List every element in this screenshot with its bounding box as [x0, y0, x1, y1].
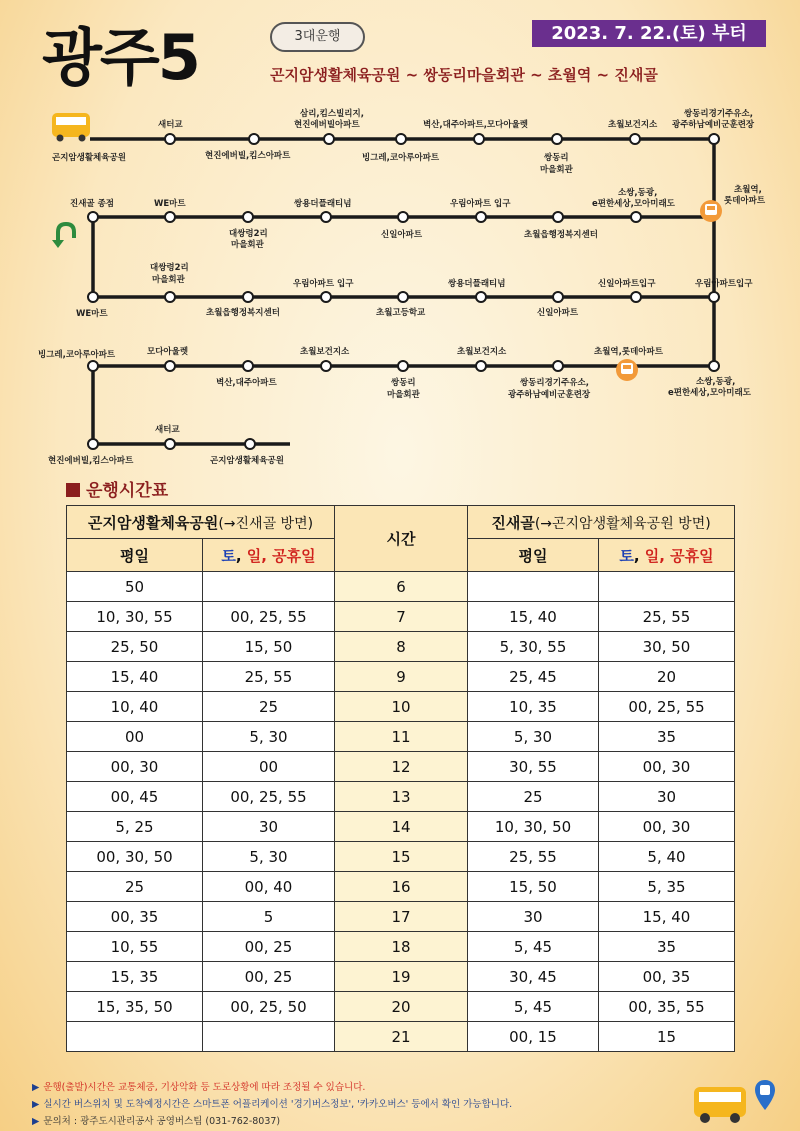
stop-label: 광주하남예비군훈련장: [508, 390, 591, 400]
stop-label: 마을회관: [152, 275, 185, 285]
hour-cell: 11: [335, 722, 468, 752]
stop-label: 초월역,: [734, 185, 762, 195]
stop-label: 광주하남예비군훈련장: [672, 120, 755, 130]
left-weekday-times: 10, 30, 55: [67, 602, 203, 632]
right-weekend-times: 30, 50: [599, 632, 735, 662]
table-row: [67, 812, 735, 842]
bus-stop-icon: [754, 1079, 776, 1111]
stop-label: 새터교: [158, 120, 183, 130]
right-weekend-times: 5, 35: [599, 872, 735, 902]
left-weekday-times: 00, 35: [67, 902, 203, 932]
stop-label: 마을회관: [387, 390, 420, 400]
left-weekday-times: 15, 40: [67, 662, 203, 692]
hour-cell: 21: [335, 1022, 468, 1052]
right-weekday-times: 00, 15: [468, 1022, 599, 1052]
right-weekday-times: 30, 45: [468, 962, 599, 992]
hour-cell: 16: [335, 872, 468, 902]
left-direction-header: 곤지암생활체육공원(→진새골 방면): [67, 506, 335, 539]
stop-label: 현진에버빌,킴스아파트: [205, 151, 291, 161]
stop-label: WE마트: [154, 199, 186, 209]
left-weekend-times: [203, 1022, 335, 1052]
right-weekday-times: 30, 55: [468, 752, 599, 782]
stop-label: 빙그레,코아루아파트: [38, 350, 116, 360]
right-direction-header: 진새골(→곤지암생활체육공원 방면): [468, 506, 735, 539]
left-weekend-times: 25: [203, 692, 335, 722]
hour-cell: 13: [335, 782, 468, 812]
right-weekday-times: 15, 50: [468, 872, 599, 902]
stop-label: 현진에버빌,킴스아파트: [48, 456, 134, 466]
stop-label: 대쌍령2리: [150, 263, 189, 273]
left-weekday-times: 10, 40: [67, 692, 203, 722]
left-weekend-times: 00, 25, 55: [203, 602, 335, 632]
hour-cell: 9: [335, 662, 468, 692]
left-weekday-times: [67, 1022, 203, 1052]
right-weekend-times: 00, 35, 55: [599, 992, 735, 1022]
right-weekend-times: 00, 35: [599, 962, 735, 992]
stop-label: 초월보건지소: [457, 347, 507, 357]
table-row: [67, 962, 735, 992]
hour-header: 시간: [335, 506, 468, 572]
stop-label: e편한세상,모아미래도: [592, 199, 675, 209]
left-weekday-times: 00, 30: [67, 752, 203, 782]
stop-label: 초월역,롯데아파트: [594, 347, 663, 357]
right-weekend-times: 00, 30: [599, 752, 735, 782]
stop-label: 마을회관: [231, 240, 264, 250]
weekend-header: 토, 일, 공휴일: [203, 539, 335, 572]
stop-label: 빙그레,코아루아파트: [362, 153, 440, 163]
right-weekday-times: 30: [468, 902, 599, 932]
stop-label: 초월읍행정복지센터: [524, 230, 598, 240]
right-weekday-times: 10, 30, 50: [468, 812, 599, 842]
right-weekend-times: 00, 25, 55: [599, 692, 735, 722]
right-weekday-times: 5, 45: [468, 932, 599, 962]
right-weekend-times: [599, 572, 735, 602]
stop-label: 마을회관: [540, 165, 573, 175]
left-weekend-times: 5, 30: [203, 722, 335, 752]
stop-label: 초월읍행정복지센터: [206, 308, 280, 318]
table-row: [67, 782, 735, 812]
hour-cell: 15: [335, 842, 468, 872]
stop-label: 소쌍,동광,: [696, 377, 736, 387]
stop-label: 롯데아파트: [724, 196, 766, 206]
effective-date: 2023. 7. 22.(토) 부터: [532, 20, 766, 47]
left-weekend-times: 30: [203, 812, 335, 842]
stop-label: 쌍용더플래티넘: [294, 199, 352, 209]
weekday-header: 평일: [67, 539, 203, 572]
route-summary: 곤지암생활체육공원 ~ 쌍동리마을회관 ~ 초월역 ~ 진새골: [270, 66, 658, 84]
right-weekday-times: 25: [468, 782, 599, 812]
left-weekday-times: 25: [67, 872, 203, 902]
right-weekday-times: 5, 30, 55: [468, 632, 599, 662]
table-row: [67, 842, 735, 872]
note-item: ▶ 운행(출발)시간은 교통체증, 기상악화 등 도로상황에 따라 조정될 수 있습니다.: [32, 1082, 366, 1093]
stop-label: 신일아파트: [381, 230, 423, 240]
weekday-header: 평일: [468, 539, 599, 572]
stop-label: 신일아파트: [537, 308, 579, 318]
right-weekday-times: 15, 40: [468, 602, 599, 632]
hour-cell: 10: [335, 692, 468, 722]
left-weekday-times: 00, 45: [67, 782, 203, 812]
service-badge: 3대운행: [270, 22, 365, 52]
left-weekday-times: 15, 35, 50: [67, 992, 203, 1022]
left-weekend-times: 5: [203, 902, 335, 932]
stop-label: 쌍용더플래티넘: [448, 279, 506, 289]
left-weekday-times: 00: [67, 722, 203, 752]
notes: [32, 1079, 512, 1130]
table-row: [67, 932, 735, 962]
left-weekend-times: 00, 25, 50: [203, 992, 335, 1022]
right-weekday-times: 5, 30: [468, 722, 599, 752]
left-weekend-times: 00, 25: [203, 932, 335, 962]
stop-label: 현진에버빌아파트: [294, 120, 360, 130]
section-title: 운행시간표: [66, 476, 168, 501]
stop-label: 쌍동리: [391, 378, 416, 388]
stop-label: 진새골 종점: [70, 199, 115, 209]
note-item: ▶ 문의처 : 광주도시관리공사 공영버스팀 (031-762-8037): [32, 1116, 281, 1127]
stop-label: 쌍동리: [544, 153, 569, 163]
table-row: [67, 722, 735, 752]
left-weekend-times: 00, 25: [203, 962, 335, 992]
hour-cell: 6: [335, 572, 468, 602]
bus-icon: [52, 113, 90, 142]
left-weekend-times: 00: [203, 752, 335, 782]
stop-label: 우림아파트입구: [695, 279, 753, 289]
stop-label: 초월보건지소: [300, 347, 350, 357]
stop-label: 대쌍령2리: [229, 229, 268, 239]
stop-label: 모다아울렛: [147, 347, 189, 357]
left-weekday-times: 15, 35: [67, 962, 203, 992]
left-weekend-times: 25, 55: [203, 662, 335, 692]
stop-label: 삼리,킴스빌리지,: [300, 109, 364, 119]
timetable: [66, 505, 735, 1052]
hour-cell: 14: [335, 812, 468, 842]
u-turn-icon: [52, 224, 74, 248]
train-icon: [616, 359, 638, 381]
left-weekend-times: [203, 572, 335, 602]
left-weekday-times: 10, 55: [67, 932, 203, 962]
left-weekend-times: 00, 40: [203, 872, 335, 902]
table-row: [67, 902, 735, 932]
train-icon: [700, 200, 722, 222]
stop-label: 벽산,대주아파트,모다아울렛: [423, 120, 528, 130]
right-weekend-times: 35: [599, 722, 735, 752]
right-weekend-times: 15: [599, 1022, 735, 1052]
stop-label: WE마트: [76, 309, 108, 319]
table-row: [67, 692, 735, 722]
table-row: [67, 572, 735, 602]
stop-label: 초월고등학교: [376, 308, 426, 318]
stop-label: 곤지암생활체육공원: [52, 153, 126, 163]
left-weekend-times: 00, 25, 55: [203, 782, 335, 812]
stop-markers: [88, 134, 719, 449]
right-weekend-times: 5, 40: [599, 842, 735, 872]
right-weekday-times: [468, 572, 599, 602]
stop-label: 벽산,대주아파트: [216, 378, 277, 388]
stop-label: 초월보건지소: [608, 120, 658, 130]
table-row: [67, 632, 735, 662]
left-weekday-times: 5, 25: [67, 812, 203, 842]
table-row: [67, 662, 735, 692]
right-weekday-times: 10, 35: [468, 692, 599, 722]
right-weekend-times: 15, 40: [599, 902, 735, 932]
right-weekend-times: 30: [599, 782, 735, 812]
stop-label: 소쌍,동광,: [618, 188, 658, 198]
route-number: 광주5: [42, 21, 199, 94]
hour-cell: 18: [335, 932, 468, 962]
left-weekday-times: 00, 30, 50: [67, 842, 203, 872]
note-item: ▶ 실시간 버스위치 및 도착예정시간은 스마트폰 어플리케이션 '경기버스정보', '카카오버스' 등에서 확인 가능합니다.: [32, 1099, 513, 1110]
stop-label: 곤지암생활체육공원: [210, 456, 284, 466]
stop-label: 우림아파트 입구: [450, 199, 511, 209]
table-row: [67, 872, 735, 902]
hour-cell: 20: [335, 992, 468, 1022]
right-weekend-times: 00, 30: [599, 812, 735, 842]
hour-cell: 8: [335, 632, 468, 662]
hour-cell: 19: [335, 962, 468, 992]
hour-cell: 7: [335, 602, 468, 632]
right-weekday-times: 25, 45: [468, 662, 599, 692]
right-weekday-times: 5, 45: [468, 992, 599, 1022]
right-weekend-times: 25, 55: [599, 602, 735, 632]
stop-label: e편한세상,모아미래도: [668, 388, 751, 398]
table-row: [67, 992, 735, 1022]
route-map: [0, 95, 800, 470]
stop-label: 새터교: [155, 425, 180, 435]
left-weekend-times: 15, 50: [203, 632, 335, 662]
table-row: [67, 752, 735, 782]
right-weekday-times: 25, 55: [468, 842, 599, 872]
hour-cell: 17: [335, 902, 468, 932]
weekend-header: 토, 일, 공휴일: [599, 539, 735, 572]
table-row: [67, 602, 735, 632]
stop-label: 우림아파트 입구: [293, 279, 354, 289]
stop-label: 쌍동리경기주유소,: [684, 109, 753, 119]
stop-label: 신일아파트입구: [598, 279, 656, 289]
hour-cell: 12: [335, 752, 468, 782]
left-weekend-times: 5, 30: [203, 842, 335, 872]
right-weekend-times: 20: [599, 662, 735, 692]
bus-icon: [692, 1083, 748, 1125]
right-weekend-times: 35: [599, 932, 735, 962]
left-weekday-times: 25, 50: [67, 632, 203, 662]
table-row: [67, 1022, 735, 1052]
left-weekday-times: 50: [67, 572, 203, 602]
stop-label: 쌍동리경기주유소,: [520, 378, 589, 388]
